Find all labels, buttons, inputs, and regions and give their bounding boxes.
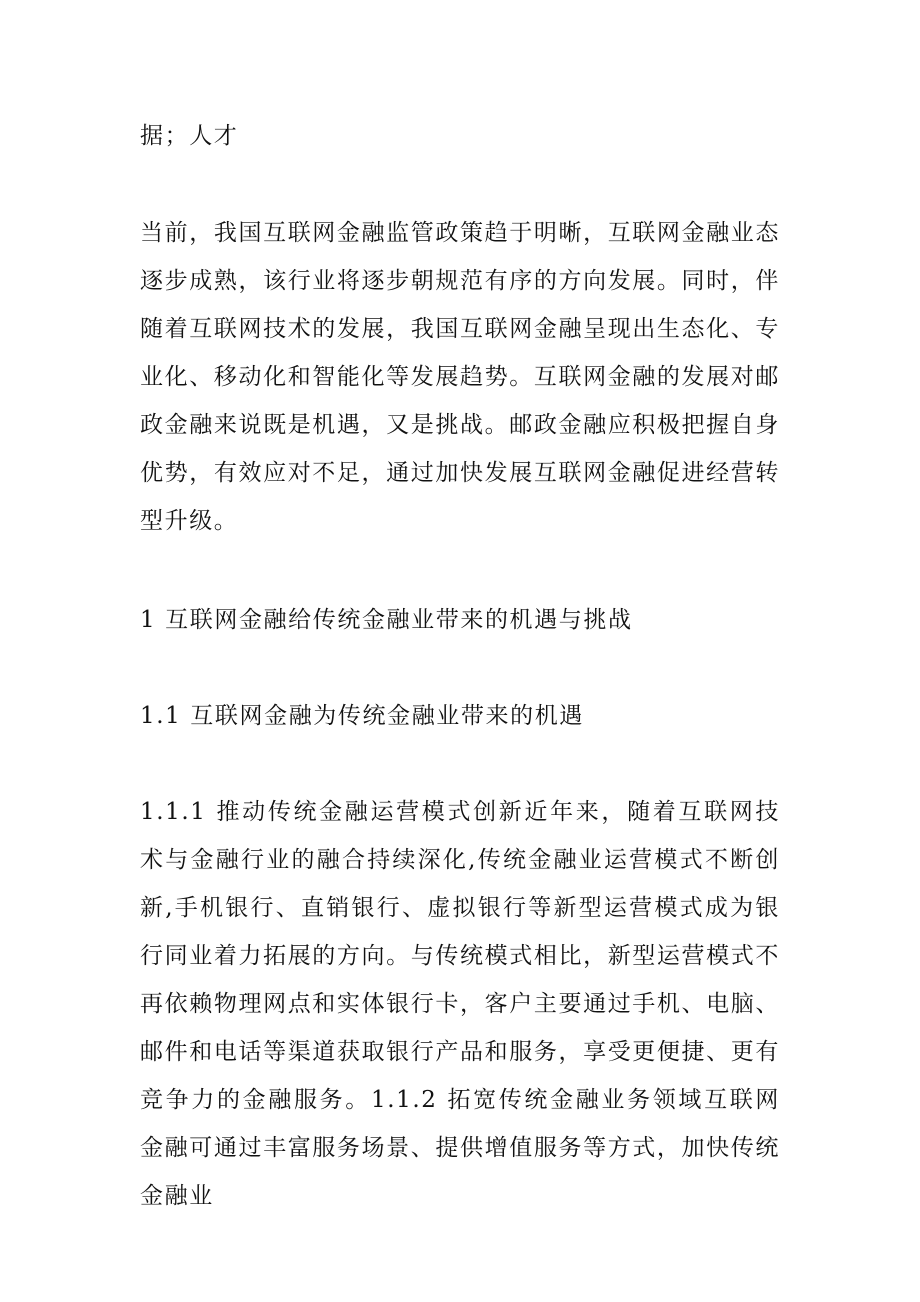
section-heading-1: 1 互联网金融给传统金融业带来的机遇与挑战 xyxy=(140,607,633,633)
paragraph-1-1-1: 1.1.1 推动传统金融运营模式创新近年来，随着互联网技术与金融行业的融合持续深化,传统金融业运营模式不断创新,手机银行、直销银行、虚拟银行等新型运营模式成为银行同业着力拓展的方向。与传统模式相比，新型运营模式不再依赖物理网点和实体银行卡，客户主要通过手机、电脑、邮件和电话等渠道获取银行产品和服务，享受更便捷、更有竞争力的金融服务。1.1.2 拓宽传统金融业务领域互联网金融可通过丰富服务场景、提供增值服务等方式，加快传统金融业 xyxy=(140,799,780,1209)
paragraph-fragment: 据；人才 xyxy=(140,123,239,149)
section-heading-1-1: 1.1 互联网金融为传统金融业带来的机遇 xyxy=(140,703,584,729)
paragraph-intro: 当前，我国互联网金融监管政策趋于明晰，互联网金融业态逐步成熟，该行业将逐步朝规范有序的方向发展。同时，伴随着互联网技术的发展，我国互联网金融呈现出生态化、专业化、移动化和智能化等发展趋势。互联网金融的发展对邮政金融来说既是机遇，又是挑战。邮政金融应积极把握自身优势，有效应对不足，通过加快发展互联网金融促进经营转型升级。 xyxy=(140,220,780,534)
